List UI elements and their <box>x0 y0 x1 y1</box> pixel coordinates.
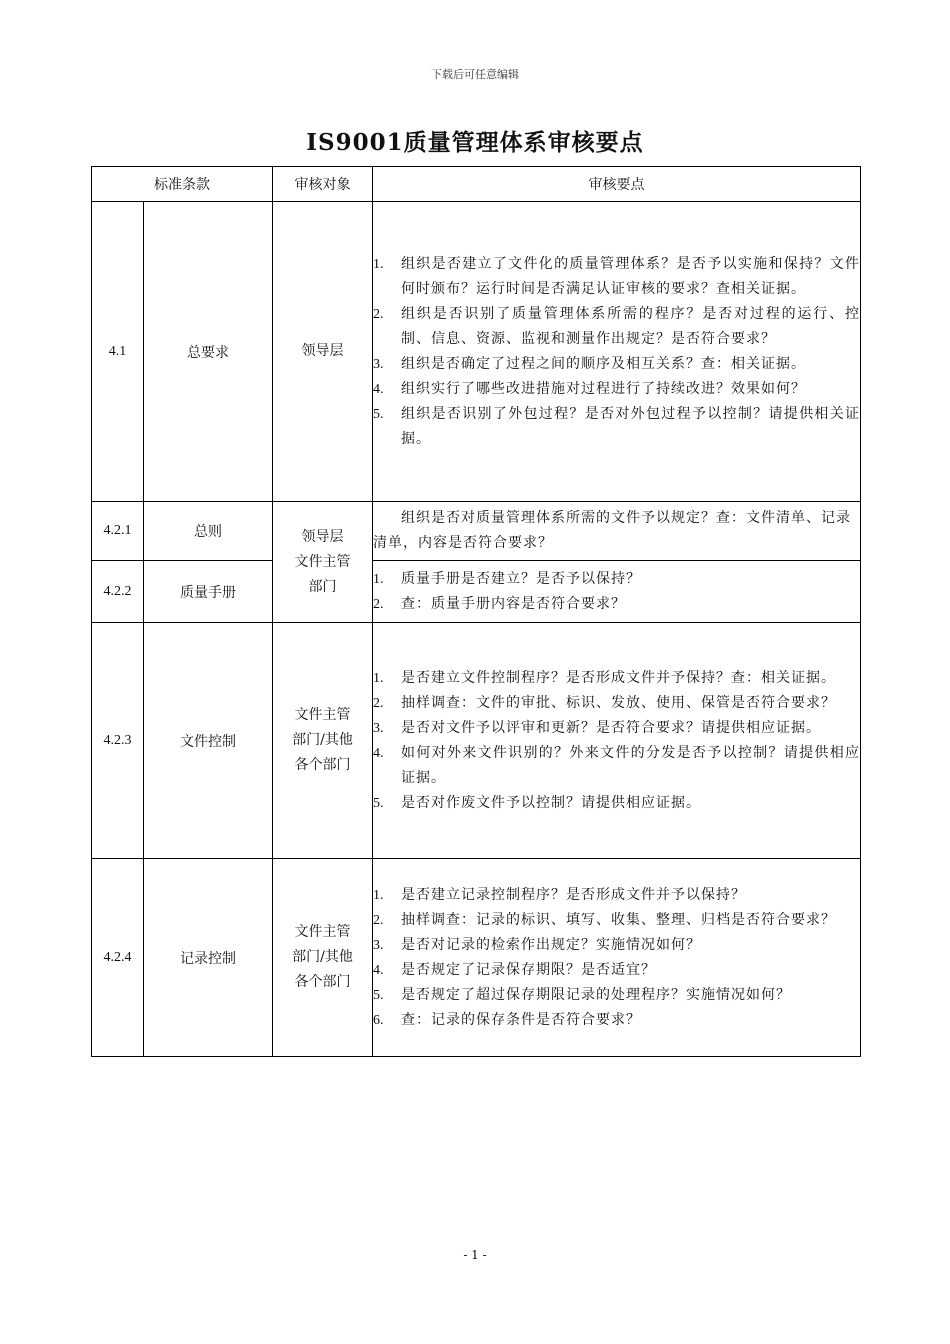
clause-title: 文件控制 <box>144 623 273 859</box>
audit-target: 文件主管 部门/其他 各个部门 <box>273 859 373 1057</box>
clause-title: 总要求 <box>144 202 273 502</box>
audit-target: 文件主管 部门/其他 各个部门 <box>273 623 373 859</box>
list-item: 2. 查：质量手册内容是否符合要求？ <box>373 595 626 612</box>
header-points: 审核要点 <box>373 167 861 202</box>
clause-title: 质量手册 <box>144 561 273 623</box>
audit-table <box>91 166 861 1057</box>
audit-paragraph: 组织是否对质量管理体系所需的文件予以规定？查：文件清单、记录清单，内容是否符合要求？ <box>373 510 851 551</box>
list-item: 3. 组织是否确定了过程之间的顺序及相互关系？查：相关证据。 <box>373 355 806 372</box>
clause-number: 4.2.1 <box>92 502 144 561</box>
audit-points <box>373 859 861 1057</box>
clause-number: 4.2.2 <box>92 561 144 623</box>
clause-number: 4.2.4 <box>92 859 144 1057</box>
audit-points <box>373 561 861 623</box>
list-item: 5. 组织是否识别了外包过程？是否对外包过程予以控制？请提供相关证据。 <box>373 405 860 447</box>
header-target: 审核对象 <box>273 167 373 202</box>
clause-number: 4.1 <box>92 202 144 502</box>
table-row <box>92 502 861 561</box>
list-item: 3. 是否对文件予以评审和更新？是否符合要求？请提供相应证据。 <box>373 719 821 736</box>
table-row <box>92 859 861 1057</box>
list-item: 4. 如何对外来文件识别的？外来文件的分发是否予以控制？请提供相应证据。 <box>373 744 860 786</box>
clause-title: 总则 <box>144 502 273 561</box>
clause-number: 4.2.3 <box>92 623 144 859</box>
list-item: 1. 质量手册是否建立？是否予以保持？ <box>373 570 641 587</box>
list-item: 5. 是否对作废文件予以控制？请提供相应证据。 <box>373 794 701 811</box>
list-item: 2. 抽样调查：记录的标识、填写、收集、整理、归档是否符合要求？ <box>373 911 836 928</box>
list-item: 1. 是否建立文件控制程序？是否形成文件并予保持？查：相关证据。 <box>373 669 836 686</box>
table-row <box>92 561 861 623</box>
header-clause: 标准条款 <box>92 167 273 202</box>
audit-points <box>373 623 861 859</box>
document-title: IS9001质量管理体系审核要点 <box>306 129 644 156</box>
list-item: 1. 是否建立记录控制程序？是否形成文件并予以保持？ <box>373 886 746 903</box>
list-item: 2. 组织是否识别了质量管理体系所需的程序？是否对过程的运行、控制、信息、资源、监视和测量作出规定？是否符合要求？ <box>373 305 860 347</box>
table-header-row <box>92 167 861 202</box>
audit-points <box>373 502 861 561</box>
list-item: 5. 是否规定了超过保存期限记录的处理程序？实施情况如何？ <box>373 986 791 1003</box>
page-number: - 1 - <box>463 1248 487 1262</box>
list-item: 1. 组织是否建立了文件化的质量管理体系？是否予以实施和保持？文件何时颁布？运行时间是否满足认证审核的要求？查相关证据。 <box>373 255 860 297</box>
audit-target: 领导层 <box>273 202 373 502</box>
list-item: 4. 是否规定了记录保存期限？是否适宜？ <box>373 961 656 978</box>
table-row <box>92 202 861 502</box>
audit-points <box>373 202 861 502</box>
list-item: 6. 查：记录的保存条件是否符合要求？ <box>373 1011 641 1028</box>
list-item: 2. 抽样调查：文件的审批、标识、发放、使用、保管是否符合要求？ <box>373 694 836 711</box>
list-item: 4. 组织实行了哪些改进措施对过程进行了持续改进？效果如何？ <box>373 380 806 397</box>
audit-target: 领导层 文件主管 部门 <box>273 502 373 623</box>
clause-title: 记录控制 <box>144 859 273 1057</box>
header-note: 下载后可任意编辑 <box>431 68 519 81</box>
list-item: 3. 是否对记录的检索作出规定？实施情况如何？ <box>373 936 701 953</box>
table-row <box>92 623 861 859</box>
